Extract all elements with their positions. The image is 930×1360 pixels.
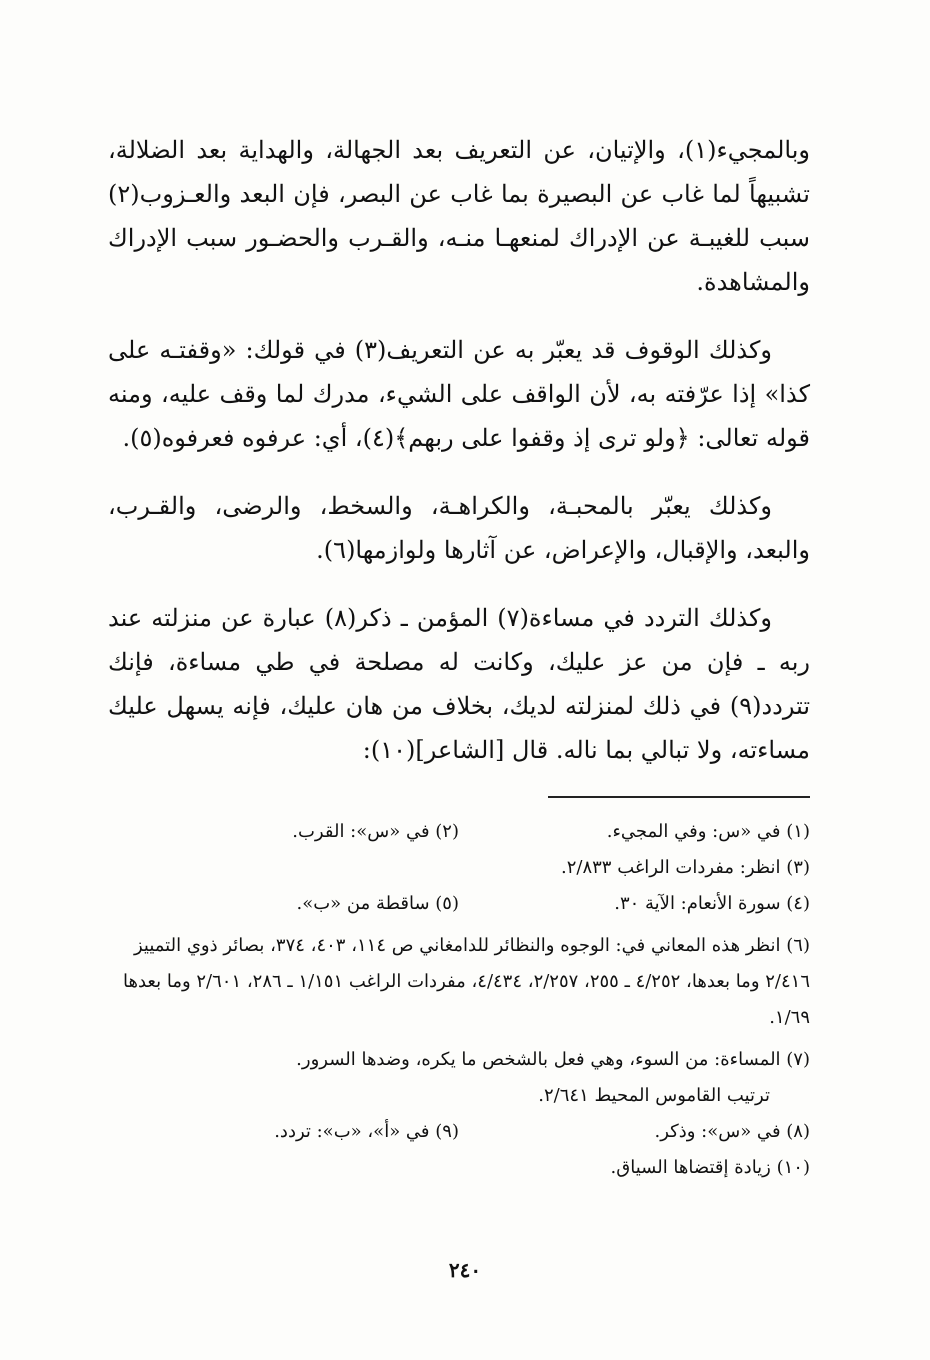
footnote-5: (٥) ساقطة من «ب». bbox=[296, 893, 459, 914]
footnote-1: (١) في «س: وفي المجيء. bbox=[606, 821, 810, 842]
paragraph-1: وبالمجيء(١)، والإتيان، عن التعريف بعد الجهالة، والهداية بعد الضلالة، تشبيهاً لما غاب عن البصيرة بما غاب عن البصر، فإن البعد والعـزوب(٢) سبب للغيبـة عن الإدراك لمنعهـا منـه، والقـرب والحضـور سبب الإدراك والمشاهدة. bbox=[108, 136, 810, 296]
footnote-row bbox=[108, 886, 810, 922]
footnote-6: (٦) انظر هذه المعاني في: الوجوه والنظائر للدامغاني ص ١١٤، ٤٠٣، ٣٧٤، بصائر ذوي التمييز ٢/٤١٦ وما بعدها، ٤/٢٥٢ ـ ٢٥٥، ٢/٢٥٧، ٤/٤٣٤، مفردات الراغب ١/١٥١ ـ ٢٨٦، ٢/٦٠١ وما بعدها ١/٦٩. bbox=[123, 935, 810, 1028]
footnote-2: (٢) في «س»: القرب. bbox=[292, 821, 459, 842]
footnote-row bbox=[108, 1114, 810, 1150]
paragraph-3: وكذلك يعبّر بالمحبـة، والكراهـة، والسخط، والرضى، والقـرب، والبعد، والإقبال، والإعراض، عن آثارها ولوازمها(٦). bbox=[108, 492, 810, 564]
main-text bbox=[108, 128, 810, 796]
footnote-4: (٤) سورة الأنعام: الآية ٣٠. bbox=[614, 893, 810, 914]
footnote-9: (٩) في «أ»، «ب»: تردد. bbox=[274, 1121, 459, 1142]
footnote-separator bbox=[548, 796, 810, 798]
paragraph-4: وكذلك التردد في مساءة(٧) المؤمن ـ ذكر(٨) عبارة عن منزلته عند ربه ـ فإن من عز عليك، وكانت له مصلحة في طي مساءة، فإنك تتردد(٩) في ذلك لمنزلته لديك، بخلاف من هان عليك، فإنه يسهل عليك مساءته، ولا تبالي بما ناله. قال [الشاعر](١٠): bbox=[108, 604, 810, 764]
footnote-7-continuation: ترتيب القاموس المحيط ٢/٦٤١. bbox=[538, 1085, 770, 1106]
page-number: ٢٤٠ bbox=[448, 1258, 482, 1282]
footnotes bbox=[108, 814, 810, 1186]
footnote-3: (٣) انظر: مفردات الراغب ٢/٨٣٣. bbox=[560, 857, 810, 878]
footnote-10: (١٠) زيادة إقتضاها السياق. bbox=[610, 1157, 810, 1178]
paragraph-2: وكذلك الوقوف قد يعبّر به عن التعريف(٣) في قولك: «وقفتـه على كذا» إذا عرّفته به، لأن الواقف على الشيء، مدرك لما وقف عليه، ومنه قوله تعالى: ﴿ولو ترى إذ وقفوا على ربهم﴾(٤)، أي: عرفوه فعرفوه(٥). bbox=[108, 336, 810, 452]
footnote-row bbox=[108, 814, 810, 850]
footnote-7: (٧) المساءة: من السوء، وهي فعل بالشخص ما يكره، وضدها السرور. bbox=[296, 1049, 810, 1070]
footnote-8: (٨) في «س»: وذكر. bbox=[654, 1121, 810, 1142]
